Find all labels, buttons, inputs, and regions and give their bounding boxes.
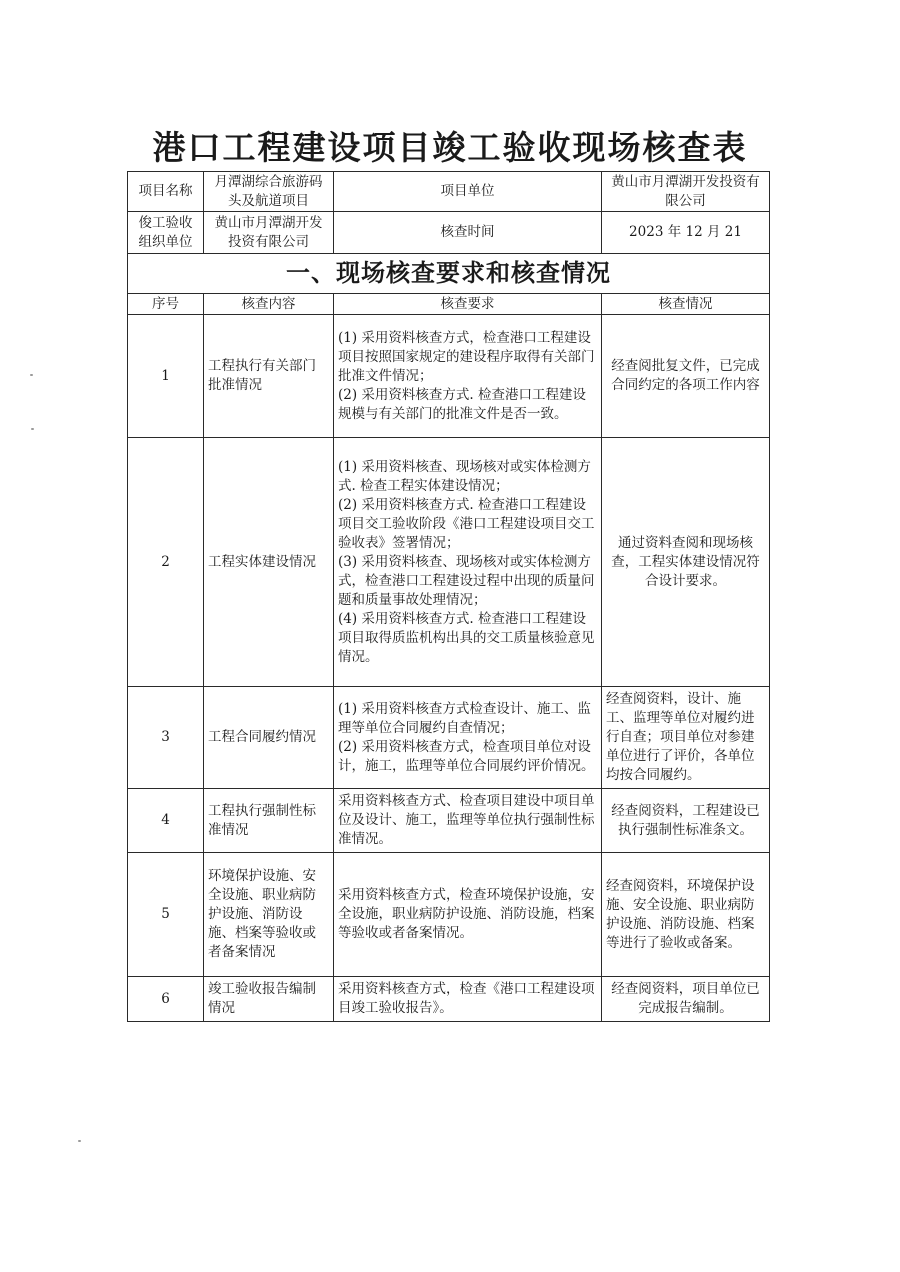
table-row bbox=[128, 687, 770, 789]
header-situation: 核查情况 bbox=[602, 294, 770, 315]
row-content: 环境保护设施、安全设施、职业病防护设施、消防设施、档案等验收或者备案情况 bbox=[204, 853, 334, 977]
table-row bbox=[128, 315, 770, 438]
section-title-row bbox=[128, 254, 770, 294]
row-content: 工程合同履约情况 bbox=[204, 687, 334, 789]
inspection-table bbox=[127, 171, 770, 1022]
scan-speck bbox=[30, 374, 33, 376]
row-no: 2 bbox=[128, 438, 204, 687]
project-name-label: 项目名称 bbox=[128, 172, 204, 212]
row-situation: 经查阅资料，环境保护设施、安全设施、职业病防护设施、消防设施、档案等进行了验收或备案。 bbox=[602, 853, 770, 977]
header-content: 核查内容 bbox=[204, 294, 334, 315]
row-requirement: 采用资料核查方式，检查环境保护设施，安全设施，职业病防护设施、消防设施，档案等验收或者备案情况。 bbox=[334, 853, 602, 977]
row-requirement: 采用资料核查方式，检查《港口工程建设项目竣工验收报告》。 bbox=[334, 977, 602, 1022]
scan-speck bbox=[31, 428, 34, 430]
info-row-1 bbox=[128, 172, 770, 212]
row-content: 工程实体建设情况 bbox=[204, 438, 334, 687]
row-no: 1 bbox=[128, 315, 204, 438]
header-row bbox=[128, 294, 770, 315]
row-situation: 通过资料查阅和现场核查，工程实体建设情况符合设计要求。 bbox=[602, 438, 770, 687]
row-situation: 经查阅批复文件，已完成合同约定的各项工作内容 bbox=[602, 315, 770, 438]
table-row bbox=[128, 438, 770, 687]
row-requirement: (1) 采用资料核查方式检查设计、施工、监理等单位合同履约自查情况； (2) 采用资料核查方式，检查项目单位对设计，施工，监理等单位合同展约评价情况。 bbox=[334, 687, 602, 789]
row-requirement: (1) 采用资料核查、现场核对或实体检测方式. 检查工程实体建设情况； (2) 采用资料核查方式. 检查港口工程建设项目交工验收阶段《港口工程建设项目交工验收表》签署情况； (3) 采用资料核查、现场核对或实体检测方式，检查港口工程建设过程中出现的质量问题和质量事故处理情况； (4) 采用资料核查方式. 检查港口工程建设项目取得质监机构出具的交工质量核验意见情况。 bbox=[334, 438, 602, 687]
project-unit-label: 项目单位 bbox=[334, 172, 602, 212]
page-title: 港口工程建设项目竣工验收现场核查表 bbox=[152, 128, 748, 167]
section-title: 一、现场核查要求和核查情况 bbox=[128, 254, 770, 294]
row-situation: 经查阅资料，工程建设已执行强制性标准条文。 bbox=[602, 789, 770, 853]
project-unit-value: 黄山市月潭湖开发投资有限公司 bbox=[602, 172, 770, 212]
row-requirement: 采用资料核查方式、检查项目建设中项目单位及设计、施工，监理等单位执行强制性标准情况。 bbox=[334, 789, 602, 853]
header-requirement: 核查要求 bbox=[334, 294, 602, 315]
row-situation: 经查阅资料，设计、施工、监理等单位对履约进行自查；项目单位对参建单位进行了评价，各单位均按合同履约。 bbox=[602, 687, 770, 789]
header-no: 序号 bbox=[128, 294, 204, 315]
table-row bbox=[128, 853, 770, 977]
row-content: 工程执行强制性标 准情况 bbox=[204, 789, 334, 853]
row-no: 4 bbox=[128, 789, 204, 853]
check-time-value: 2023 年 12 月 21 bbox=[602, 212, 770, 254]
row-situation: 经查阅资料，项目单位已完成报告编制。 bbox=[602, 977, 770, 1022]
table-row bbox=[128, 977, 770, 1022]
table-row bbox=[128, 789, 770, 853]
row-content: 工程执行有关部门批准情况 bbox=[204, 315, 334, 438]
project-name-value: 月潭湖综合旅游码头及航道项目 bbox=[204, 172, 334, 212]
row-requirement: (1) 采用资料核查方式，检查港口工程建设项目按照国家规定的建设程序取得有关部门批准文件情况； (2) 采用资料核查方式. 检查港口工程建设规模与有关部门的批准文件是否一致。 bbox=[334, 315, 602, 438]
info-row-2 bbox=[128, 212, 770, 254]
org-unit-label: 俊工验收组织单位 bbox=[128, 212, 204, 254]
row-no: 3 bbox=[128, 687, 204, 789]
row-content: 竣工验收报告编制情况 bbox=[204, 977, 334, 1022]
org-unit-value: 黄山市月潭湖开发投资有限公司 bbox=[204, 212, 334, 254]
row-no: 6 bbox=[128, 977, 204, 1022]
check-time-label: 核查时间 bbox=[334, 212, 602, 254]
scan-speck bbox=[78, 1140, 81, 1142]
row-no: 5 bbox=[128, 853, 204, 977]
